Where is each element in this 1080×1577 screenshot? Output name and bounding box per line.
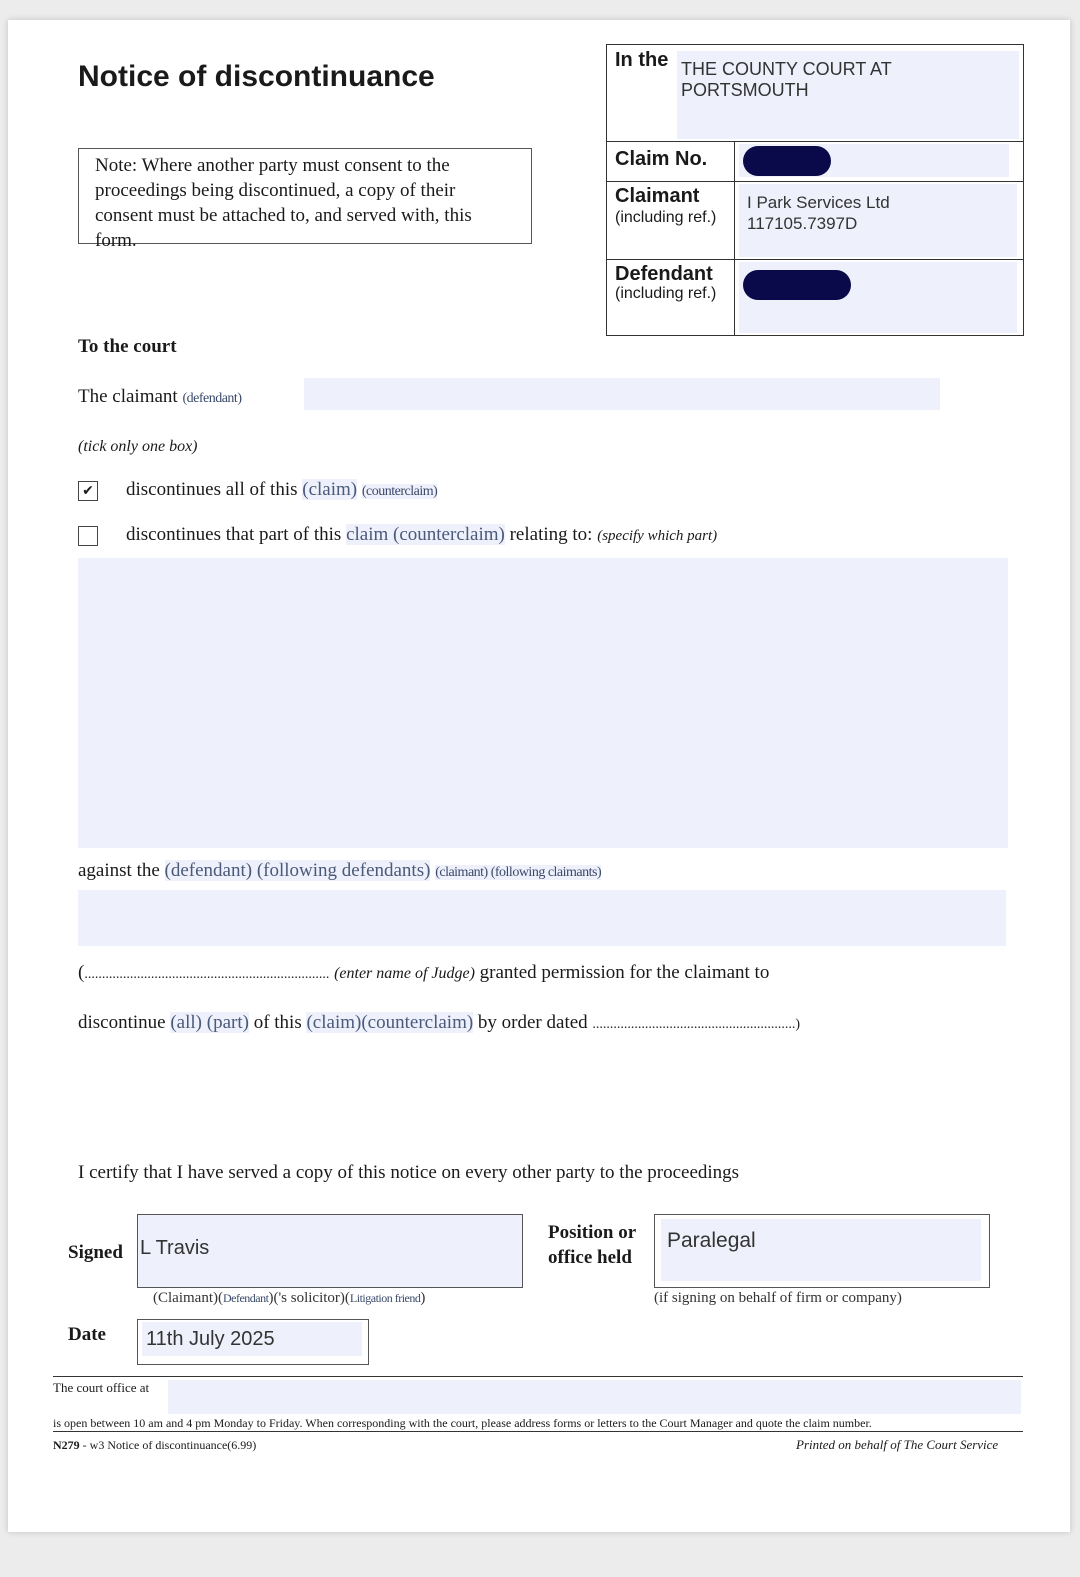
against-the-text: against the <box>78 860 160 881</box>
form-code-line <box>53 1438 256 1453</box>
signature-caption: (Claimant)(Defendant)('s solicitor)(Litigation friend) <box>153 1290 426 1306</box>
judge-line <box>78 962 769 984</box>
claimant-name-field[interactable] <box>304 378 940 410</box>
caption-litigation-struck: Litigation friend <box>349 1291 421 1305</box>
by-order-text: by order dated <box>477 1012 588 1033</box>
court-name-line1: THE COUNTY COURT AT <box>681 59 892 79</box>
option-part-specify: (specify which part) <box>597 528 718 544</box>
court-office-label: The court office at <box>53 1380 150 1395</box>
printed-on-behalf: Printed on behalf of The Court Service <box>796 1437 999 1452</box>
claimant-name: I Park Services Ltd <box>747 193 890 212</box>
position-value: Paralegal <box>667 1229 756 1252</box>
date-value: 11th July 2025 <box>146 1328 275 1350</box>
position-caption: (if signing on behalf of firm or company) <box>654 1290 902 1306</box>
defendant-label: Defendant <box>615 263 713 285</box>
option-all-line <box>126 479 437 501</box>
position-label <box>548 1220 636 1270</box>
option-part-claim[interactable]: claim (counterclaim) <box>346 524 505 545</box>
position-label-line1: Position or <box>548 1222 637 1243</box>
date-field[interactable] <box>137 1319 369 1365</box>
tick-only-instruction: (tick only one box) <box>78 438 198 455</box>
certify-statement: I certify that I have served a copy of this notice on every other party to the proceedings <box>78 1162 740 1183</box>
against-options-struck[interactable]: (claimant) (following claimants) <box>435 865 602 880</box>
claimant-ref: 117105.7397D <box>747 214 858 233</box>
caption-defendant-struck: Defendant <box>222 1291 269 1305</box>
judge-dots[interactable]: ...................................................................... <box>84 967 330 982</box>
specify-part-textarea[interactable] <box>78 558 1008 848</box>
opening-hours-text: is open between 10 am and 4 pm Monday to Friday. When corresponding with the court, please address forms or letters to the Court Manager and quote the claim number. <box>53 1416 872 1430</box>
form-code: N279 <box>53 1438 80 1452</box>
claim-counter-options[interactable]: (claim)(counterclaim) <box>306 1012 474 1033</box>
option-all-claim[interactable]: (claim) <box>302 479 358 500</box>
defendant-field[interactable] <box>739 262 1017 333</box>
order-date-dots[interactable]: ..........................................................) <box>592 1017 801 1032</box>
discontinue-all-checkbox[interactable]: ✔ <box>78 481 98 501</box>
claimant-field[interactable] <box>739 184 1017 257</box>
against-line <box>78 860 601 882</box>
enter-judge-hint: (enter name of Judge) <box>334 965 475 982</box>
signature-value: L Travis <box>140 1237 210 1259</box>
discontinue-part-checkbox[interactable] <box>78 526 98 546</box>
defendant-redaction <box>743 270 851 300</box>
the-claimant-text: The claimant <box>78 386 178 407</box>
defendant-struck-text: (defendant) <box>182 391 242 406</box>
judge-paren: ( <box>78 962 85 983</box>
form-title: Notice of discontinuance <box>78 60 435 93</box>
signature-field[interactable] <box>137 1214 523 1288</box>
claimant-line <box>78 386 242 408</box>
order-line <box>78 1012 800 1034</box>
consent-note: Note: Where another party must consent to the proceedings being discontinued, a copy of their consent must be attached to, and served with, this form. <box>78 148 532 244</box>
granted-text: granted permission for the claimant to <box>479 962 770 983</box>
claim-no-field[interactable] <box>739 144 1009 177</box>
date-label: Date <box>68 1324 106 1345</box>
claim-no-redaction <box>743 146 831 176</box>
option-all-text: discontinues all of this <box>126 479 298 500</box>
claimant-label: Claimant <box>615 185 700 207</box>
in-the-label: In the <box>615 49 669 71</box>
court-info-table <box>606 44 1024 336</box>
position-field[interactable] <box>654 1214 990 1288</box>
option-part-text: discontinues that part of this <box>126 524 342 545</box>
all-part-options[interactable]: (all) (part) <box>170 1012 249 1033</box>
court-office-field[interactable] <box>168 1380 1021 1414</box>
against-parties-field[interactable] <box>78 890 1006 946</box>
defendant-sub-label: (including ref.) <box>615 285 717 302</box>
against-options[interactable]: (defendant) (following defendants) <box>164 860 431 881</box>
claimant-sub-label: (including ref.) <box>615 209 717 226</box>
discontinue-text: discontinue <box>78 1012 166 1033</box>
of-this-text: of this <box>253 1012 302 1033</box>
form-page <box>8 20 1070 1532</box>
option-all-counterclaim-struck[interactable]: (counterclaim) <box>361 484 438 499</box>
form-name: - w3 Notice of discontinuance(6.99) <box>79 1438 257 1452</box>
option-part-relating: relating to: <box>509 524 593 545</box>
claim-no-label: Claim No. <box>615 148 708 170</box>
to-the-court-heading: To the court <box>78 336 177 357</box>
court-name-line2: PORTSMOUTH <box>681 80 809 100</box>
option-part-line <box>126 524 717 546</box>
position-label-line2: office held <box>548 1247 632 1268</box>
signed-label: Signed <box>68 1242 123 1263</box>
court-name-field[interactable] <box>677 51 1019 139</box>
